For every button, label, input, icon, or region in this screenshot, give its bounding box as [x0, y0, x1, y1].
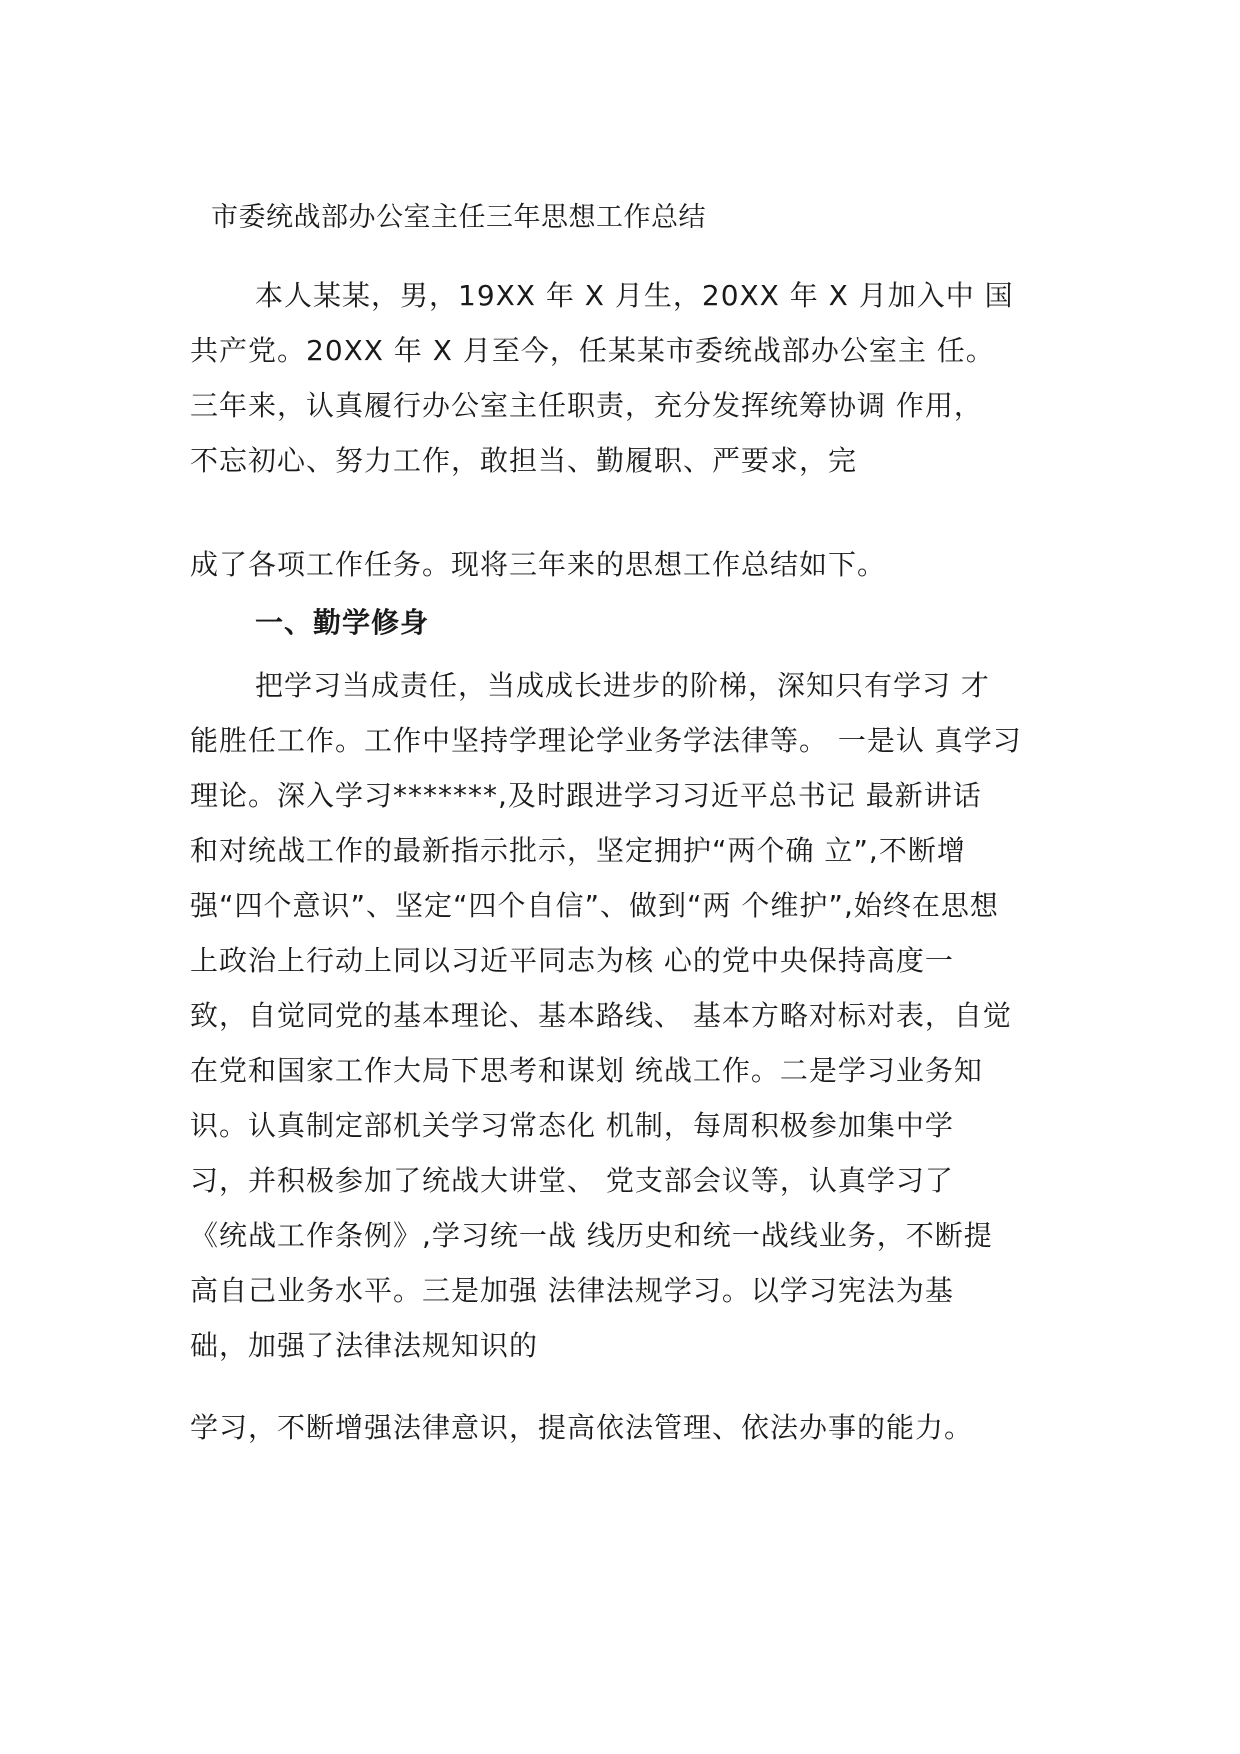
paragraph-line: 础，加强了法律法规知识的	[190, 1329, 539, 1362]
paragraph-line: 在党和国家工作大局下思考和谋划 统战工作。二是学习业务知	[190, 1054, 983, 1087]
paragraph-line: 三年来，认真履行办公室主任职责，充分发挥统筹协调 作用，	[190, 389, 983, 422]
paragraph-line: 高自己业务水平。三是加强 法律法规学习。以学习宪法为基	[190, 1274, 954, 1307]
paragraph-line: 共产党。20XX 年 X 月至今，任某某市委统战部办公室主 任。	[190, 334, 995, 367]
paragraph-line: 本人某某，男，19XX 年 X 月生，20XX 年 X 月加入中 国	[255, 279, 1014, 312]
paragraph-line: 《统战工作条例》,学习统一战 线历史和统一战线业务，不断提	[190, 1219, 993, 1252]
paragraph-line: 成了各项工作任务。现将三年来的思想工作总结如下。	[190, 548, 887, 581]
paragraph-line: 强“四个意识”、坚定“四个自信”、做到“两 个维护”,始终在思想	[190, 889, 999, 922]
section-heading: 一、勤学修身	[255, 606, 430, 639]
paragraph-line: 学习，不断增强法律意识，提高依法管理、依法办事的能力。	[190, 1411, 974, 1444]
paragraph-line: 上政治上行动上同以习近平同志为核 心的党中央保持高度一	[190, 944, 954, 977]
paragraph-line: 致，自觉同党的基本理论、基本路线、 基本方略对标对表，自觉	[190, 999, 1012, 1032]
paragraph-line: 把学习当成责任，当成成长进步的阶梯，深知只有学习 才	[255, 669, 990, 702]
paragraph-line: 理论。深入学习*******,及时跟进学习习近平总书记 最新讲话	[190, 779, 982, 812]
paragraph-line: 习，并积极参加了统战大讲堂、 党支部会议等，认真学习了	[190, 1164, 954, 1197]
document-title: 市委统战部办公室主任三年思想工作总结	[211, 202, 706, 233]
paragraph-line: 识。认真制定部机关学习常态化 机制，每周积极参加集中学	[190, 1109, 954, 1142]
paragraph-line: 能胜任工作。工作中坚持学理论学业务学法律等。 一是认 真学习	[190, 724, 1022, 757]
paragraph-line: 不忘初心、努力工作，敢担当、勤履职、严要求，完	[190, 444, 858, 477]
paragraph-line: 和对统战工作的最新指示批示，坚定拥护“两个确 立”,不断增	[190, 834, 966, 867]
